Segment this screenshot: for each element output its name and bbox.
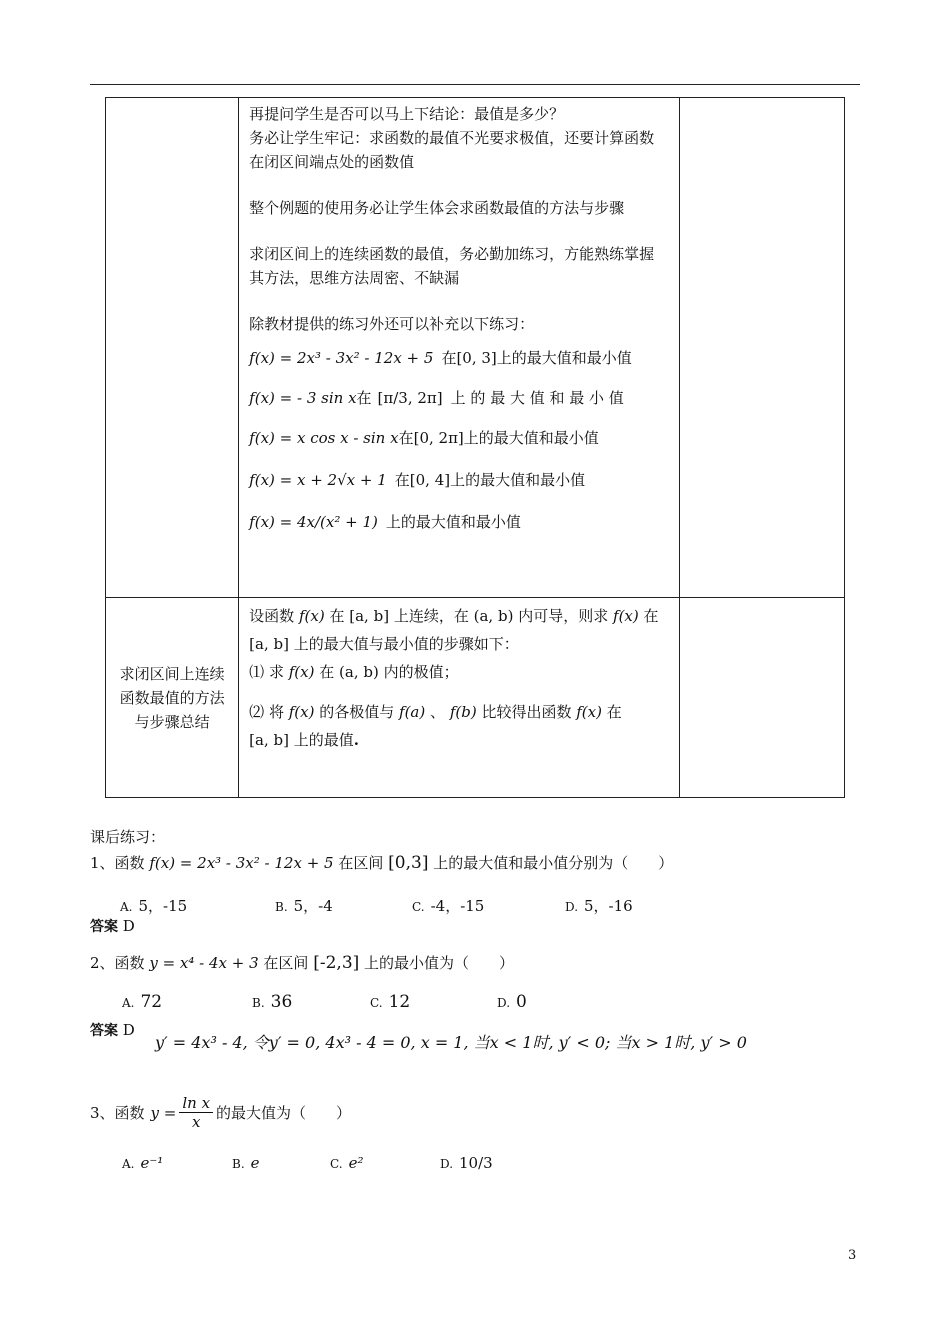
row1-line-1: 再提问学生是否可以马上下结论：最值是多少？ — [249, 105, 565, 123]
method-line-2: [a, b] 上的最大值与最小值的步骤如下： — [249, 635, 519, 653]
table-row — [106, 98, 845, 598]
method-step-2: ⑵ 将 f(x) 的各极值与 f(a) 、 f(b) 比较得出函数 f(x) 在 — [249, 703, 622, 721]
row1-line-5: 除教材提供的练习外还可以补充以下练习： — [249, 315, 535, 333]
question-1: 1、函数 f(x) = 2x³ - 3x² - 12x + 5 在区间 [0,3] 上的最大值和最小值分别为（ ） — [90, 853, 674, 873]
method-summary-label: 求闭区间上连续函数最值的方法与步骤总结 — [119, 664, 225, 731]
exercise-formula-1: f(x) = 2x³ - 3x² - 12x + 5 在[0, 3]上的最大值和最小值 — [249, 349, 632, 367]
option-b: B. 5，-4 — [275, 897, 333, 915]
header-rule — [90, 84, 860, 85]
option-a: A. 5，-15 — [120, 897, 188, 915]
exercise-formula-4: f(x) = x + 2√x + 1 在[0, 4]上的最大值和最小值 — [249, 471, 586, 489]
question-2-options — [122, 992, 722, 1014]
row2-note-cell — [679, 598, 844, 798]
row1-line-3: 整个例题的使用务必让学生体会求函数最值的方法与步骤 — [249, 199, 625, 217]
option-a: A. 72 — [122, 992, 163, 1012]
row1-line-2: 务必让学生牢记：求函数的最值不光要求极值，还要计算函数在闭区间端点处的函数值 — [249, 129, 655, 171]
option-b: B. e — [232, 1154, 260, 1172]
row2-content-cell — [239, 598, 680, 798]
row1-line-4: 求闭区间上的连续函数的最值，务必勤加练习，方能熟练掌握其方法，思维方法周密、不缺漏 — [249, 245, 655, 287]
lesson-table — [105, 97, 845, 798]
option-d: D. 5，-16 — [565, 897, 633, 915]
option-d: D. 10/3 — [440, 1154, 493, 1172]
homework-title: 课后练习： — [90, 828, 166, 846]
method-step-1: ⑴ 求 f(x) 在 (a, b) 内的极值； — [249, 663, 459, 681]
option-b: B. 36 — [252, 992, 293, 1012]
page-number: 3 — [848, 1248, 857, 1263]
option-d: D. 0 — [497, 992, 527, 1012]
exercise-formula-5: f(x) = 4x/(x² + 1) 上的最大值和最小值 — [249, 513, 521, 531]
method-line-1: 设函数 f(x) 在 [a, b] 上连续，在 (a, b) 内可导，则求 f(x) 在 — [249, 607, 659, 625]
question-2-solution: y′ = 4x³ - 4, 令y′ = 0, 4x³ - 4 = 0, x = 1, 当x < 1时, y′ < 0; 当x > 1时, y′ > 0 — [155, 1033, 747, 1052]
question-3-options — [122, 1150, 722, 1184]
option-c: C. 12 — [370, 992, 411, 1012]
table-row — [106, 598, 845, 798]
option-c: C. e² — [330, 1154, 364, 1172]
question-2: 2、函数 y = x⁴ - 4x + 3 在区间 [-2,3] 上的最小值为（ ） — [90, 953, 515, 973]
exercise-formula-3: f(x) = x cos x - sin x 在 [0, 2π] 上的最大值和最小值 — [249, 429, 599, 447]
question-1-options — [120, 895, 720, 915]
exercise-formula-2: f(x) = - 3 sin x 在 [π/3, 2π] 上 的 最 大 值 和 最 小 值 — [249, 389, 624, 407]
question-2-answer: 答案 D — [90, 1021, 135, 1039]
question-1-answer: 答案 D — [90, 917, 135, 935]
option-a: A. e⁻¹ — [122, 1154, 164, 1172]
method-step-2-cont: [a, b] 上的最值. — [249, 731, 359, 749]
question-3-fraction: $\frac{\text{ln x}}{x}$ — [179, 1094, 213, 1131]
question-3: 3、函数 y = $\frac{\text{ln x}}{x}$ 的最大值为（ ） — [90, 1094, 352, 1131]
option-c: C. -4，-15 — [412, 897, 485, 915]
row2-label-cell — [106, 598, 239, 798]
row1-content-cell — [239, 98, 680, 598]
row1-label-cell — [106, 98, 239, 598]
row1-note-cell — [679, 98, 844, 598]
